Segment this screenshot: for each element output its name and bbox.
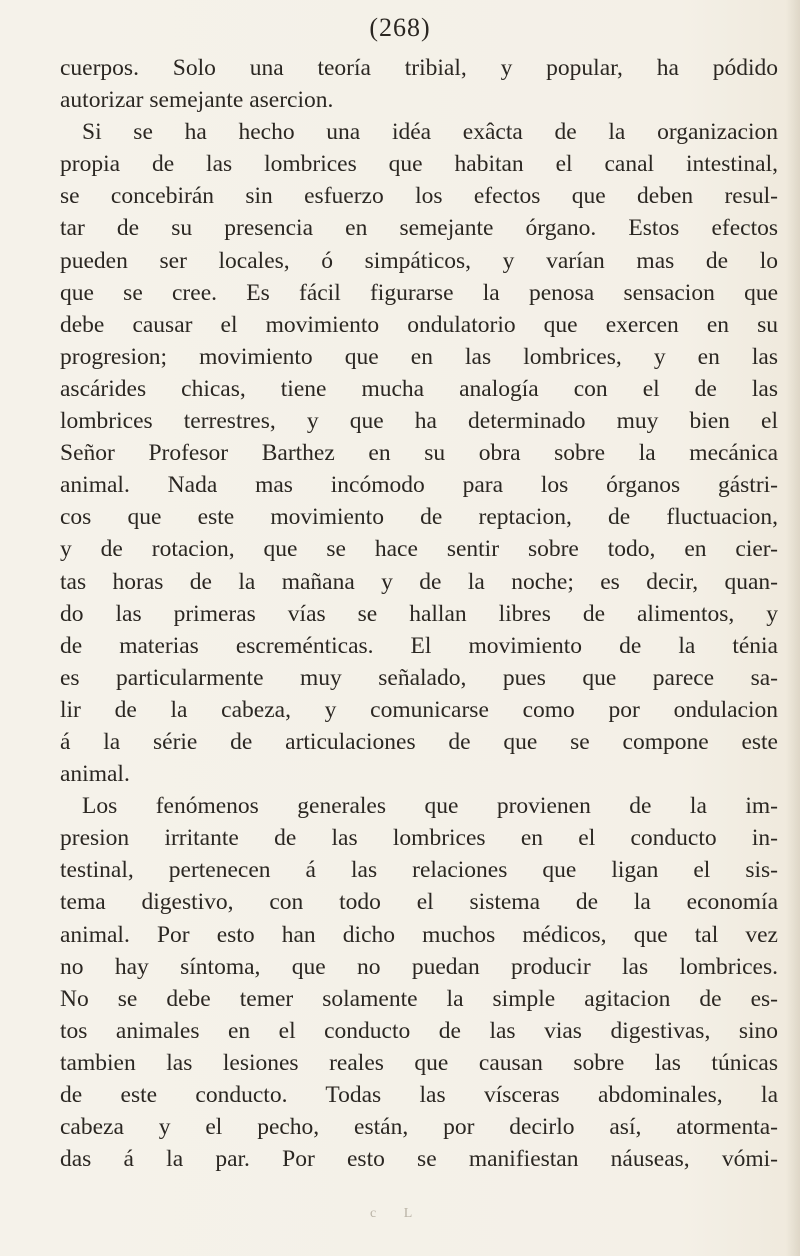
paragraph-start-line: Si se ha hecho una idéa exâcta de la organizacion [82,119,778,146]
text-line: animal. Nada mas incómodo para los órganos gástri- [60,472,778,499]
text-line: Señor Profesor Barthez en su obra sobre la mecánica [60,440,778,467]
text-line: animal. [60,761,130,788]
body-text [60,52,778,1175]
text-line: presion irritante de las lombrices en el conducto in- [60,825,778,852]
text-line: de materias escreménticas. El movimiento de la ténia [60,632,778,659]
page-number: (268) [369,13,431,42]
text-line: tema digestivo, con todo el sistema de la economía [60,889,778,916]
text-line: No se debe temer solamente la simple agitacion de es- [60,985,778,1012]
text-line: cabeza y el pecho, están, por decirlo así, atormenta- [60,1114,778,1141]
page-edge-shadow [786,0,800,1256]
text-line: cuerpos. Solo una teoría tribial, y popular, ha pódido [60,55,778,81]
text-line: no hay síntoma, que no puedan producir las lombrices. [60,953,778,980]
text-line: lir de la cabeza, y comunicarse como por ondulacion [60,696,778,723]
text-line: tambien las lesiones reales que causan sobre las túnicas [60,1049,778,1076]
text-line: testinal, pertenecen á las relaciones que ligan el sis- [60,857,778,884]
text-line: ascárides chicas, tiene mucha analogía con el de las [60,375,778,402]
text-line: autorizar semejante asercion. [60,87,334,114]
text-line: pueden ser locales, ó simpáticos, y varían mas de lo [60,247,778,274]
text-line: lombrices terrestres, y que ha determinado muy bien el [60,408,778,435]
text-line: animal. Por esto han dicho muchos médicos, que tal vez [60,921,778,948]
text-line: tas horas de la mañana y de la noche; es decir, quan- [60,568,778,595]
text-line: debe causar el movimiento ondulatorio que exercen en su [60,311,778,338]
text-line: de este conducto. Todas las vísceras abdominales, la [60,1082,778,1108]
text-line: á la série de articulaciones de que se compone este [60,728,778,755]
text-line: cos que este movimiento de reptacion, de fluctuacion, [60,504,778,531]
text-line: do las primeras vías se hallan libres de alimentos, y [60,600,778,627]
text-line: que se cree. Es fácil figurarse la penosa sensacion que [60,279,778,306]
text-line: progresion; movimiento que en las lombrices, y en las [60,343,778,370]
text-line: tar de su presencia en semejante órgano. Estos efectos [60,215,778,242]
paragraph-start-line: Los fenómenos generales que provienen de la im- [82,793,778,820]
text-line: das á la par. Por esto se manifiestan náuseas, vómi- [60,1146,778,1173]
bleed-through-mark: c L [370,1206,425,1221]
text-line: propia de las lombrices que habitan el canal intestinal, [60,151,778,178]
text-line: es particularmente muy señalado, pues que parece sa- [60,664,778,691]
text-line: y de rotacion, que se hace sentir sobre todo, en cier- [60,536,778,563]
text-line: tos animales en el conducto de las vias digestivas, sino [60,1017,778,1044]
text-line: se concebirán sin esfuerzo los efectos que deben resul- [60,183,778,210]
